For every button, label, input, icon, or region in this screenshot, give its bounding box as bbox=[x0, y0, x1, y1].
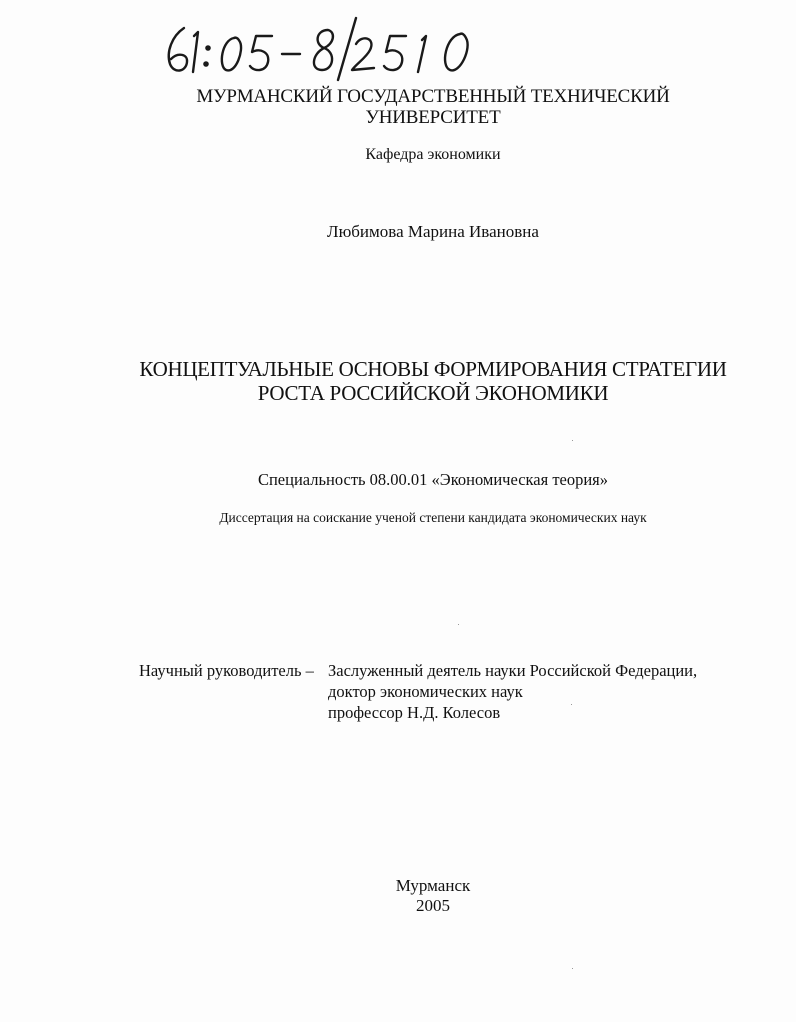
city: Мурманск bbox=[395, 876, 471, 895]
university-line-1: МУРМАНСКИЙ ГОСУДАРСТВЕННЫЙ ТЕХНИЧЕСКИЙ bbox=[196, 86, 670, 107]
university-name bbox=[0, 86, 796, 128]
scan-speck bbox=[572, 440, 573, 441]
title-line-2: РОСТА РОССИЙСКОЙ ЭКОНОМИКИ bbox=[257, 381, 609, 405]
title-line-1: КОНЦЕПТУАЛЬНЫЕ ОСНОВЫ ФОРМИРОВАНИЯ СТРАТЕГИИ bbox=[139, 357, 727, 381]
year: 2005 bbox=[416, 896, 450, 915]
city-year-block bbox=[0, 876, 796, 916]
university-line-2: УНИВЕРСИТЕТ bbox=[365, 107, 501, 128]
supervisor-role: Научный руководитель – bbox=[139, 661, 314, 680]
scan-speck bbox=[572, 968, 573, 969]
specialty: Специальность 08.00.01 «Экономическая теория» bbox=[257, 470, 609, 489]
supervisor-details bbox=[328, 660, 697, 723]
handwritten-catalog-number bbox=[160, 14, 480, 84]
department-name: Кафедра экономики bbox=[365, 146, 501, 163]
supervisor-line-3: профессор Н.Д. Колесов bbox=[328, 703, 501, 722]
scan-speck bbox=[571, 704, 572, 705]
supervisor-line-1: Заслуженный деятель науки Российской Федерации, bbox=[328, 661, 698, 680]
handwritten-catalog-number-drawing bbox=[160, 14, 480, 84]
dissertation-degree: Диссертация на соискание ученой степени кандидата экономических наук bbox=[219, 510, 647, 525]
supervisor-line-2: доктор экономических наук bbox=[328, 682, 523, 701]
author-name: Любимова Марина Ивановна bbox=[327, 222, 539, 241]
dissertation-title bbox=[0, 357, 796, 405]
scan-speck bbox=[458, 624, 459, 625]
